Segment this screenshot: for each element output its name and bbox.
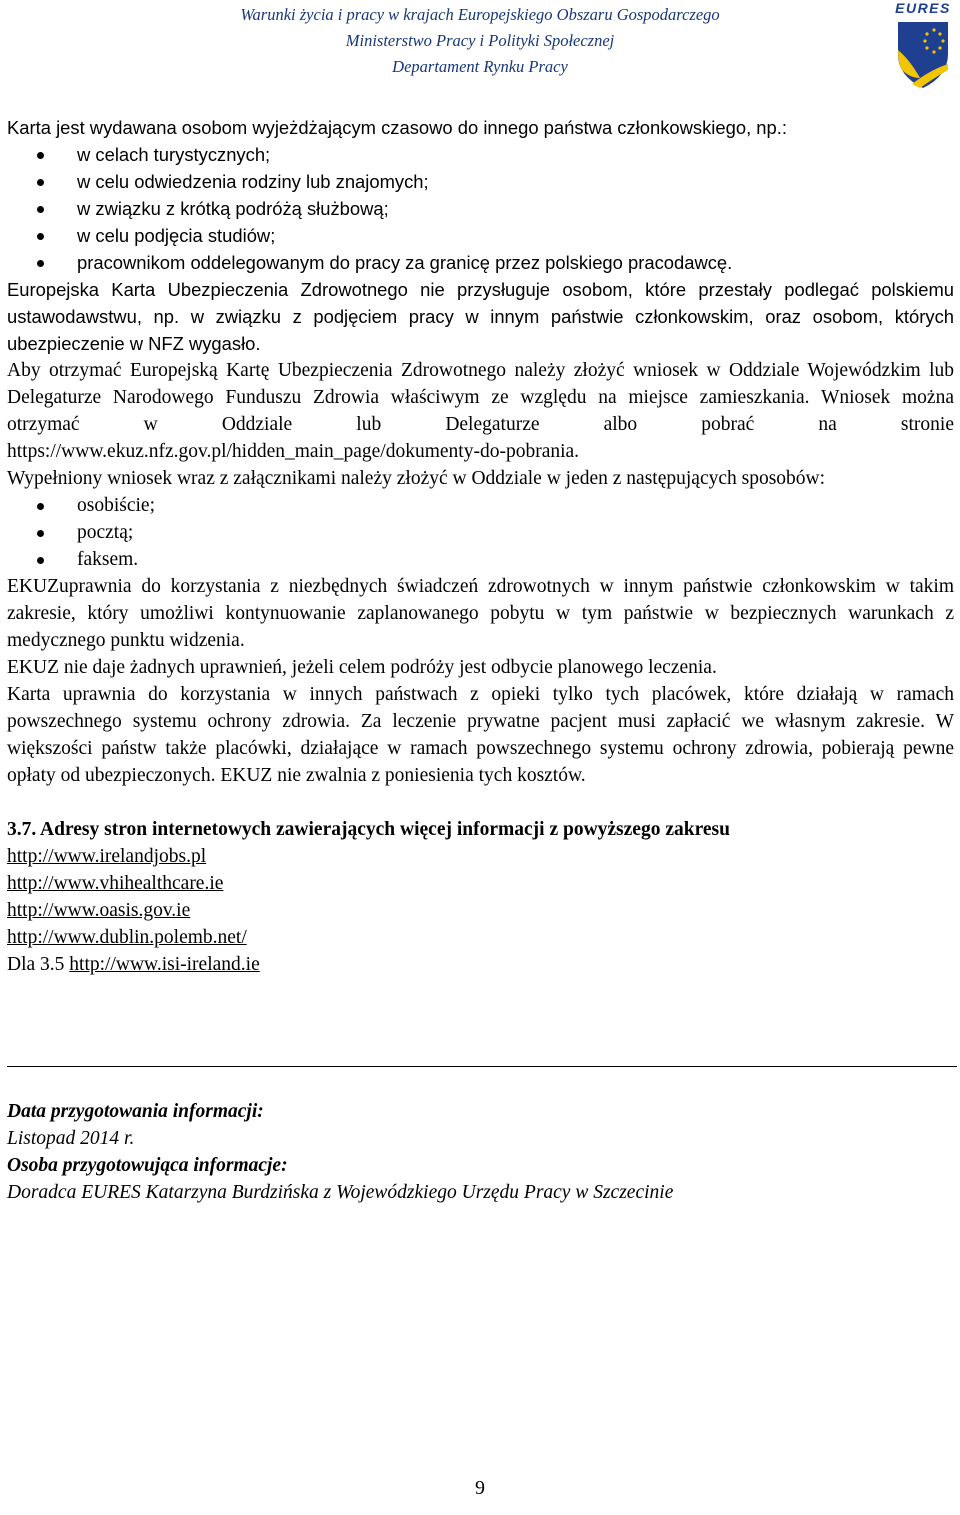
section-heading: 3.7. Adresy stron internetowych zawierających więcej informacji z powyższego zakresu <box>7 819 730 840</box>
svg-text:EURES: EURES <box>895 0 951 16</box>
link-prefix: Dla 3.5 <box>7 954 70 975</box>
header-line-1: Warunki życia i pracy w krajach Europejskiego Obszaru Gospodarczego <box>240 5 720 24</box>
paragraph-no-rights: EKUZ nie daje żadnych uprawnień, jeżeli celem podróży jest odbycie planowego leczenia. <box>7 657 717 678</box>
document-body <box>7 114 954 978</box>
header-line-3: Departament Rynku Pracy <box>392 57 568 76</box>
list-item: pocztą; <box>7 519 954 546</box>
list-item: w celach turystycznych; <box>7 141 954 168</box>
list-item: faksem. <box>7 546 954 573</box>
paragraph-apply: Aby otrzymać Europejską Kartę Ubezpieczenia Zdrowotnego należy złożyć wniosek w Oddziale Wojewódzkim lub Delegaturze Narodowego Funduszu Zdrowia właściwym ze względu na miejsce zamieszkania. Wniosek można otrzymać w Oddziale lub Delegaturze albo pobrać na stronie https://www.ekuz.nfz.gov.pl/hidden_main_page/dokumenty-do-pobrania. <box>7 360 954 462</box>
submit-methods-list <box>7 492 954 573</box>
divider <box>7 1066 957 1067</box>
intro-text: Karta jest wydawana osobom wyjeżdżającym czasowo do innego państwa członkowskiego, np.: <box>7 117 787 138</box>
link-isi-ireland[interactable]: http://www.isi-ireland.ie <box>69 954 260 975</box>
header-line-2: Ministerstwo Pracy i Polityki Społecznej <box>345 31 615 50</box>
paragraph-entitles: EKUZuprawnia do korzystania z niezbędnych świadczeń zdrowotnych w innym państwie członkowskim w takim zakresie, który umożliwi kontynuowanie zaplanowanego pobytu w tym państwie w bezpiecznych warunkach z medycznego punktu widzenia. <box>7 576 954 651</box>
link-irelandjobs[interactable]: http://www.irelandjobs.pl <box>7 846 207 867</box>
footer-info <box>7 1098 954 1206</box>
list-item: pracownikom oddelegowanym do pracy za granicę przez polskiego pracodawcę. <box>7 249 954 276</box>
list-item: w związku z krótką podróżą służbową; <box>7 195 954 222</box>
author-value: Doradca EURES Katarzyna Burdzińska z Wojewódzkiego Urzędu Pracy w Szczecinie <box>7 1182 674 1203</box>
list-item: w celu podjęcia studiów; <box>7 222 954 249</box>
list-item: w celu odwiedzenia rodziny lub znajomych; <box>7 168 954 195</box>
link-oasis[interactable]: http://www.oasis.gov.ie <box>7 900 191 921</box>
submit-text: Wypełniony wniosek wraz z załącznikami należy złożyć w Oddziale w jeden z następujących sposobów: <box>7 468 826 489</box>
links-list <box>7 843 954 978</box>
author-label: Osoba przygotowująca informacje: <box>7 1155 288 1176</box>
purpose-list <box>7 141 954 276</box>
eures-logo <box>890 0 956 90</box>
link-vhihealthcare[interactable]: http://www.vhihealthcare.ie <box>7 873 224 894</box>
paragraph-public-care: Karta uprawnia do korzystania w innych państwach z opieki tylko tych placówek, które działają w ramach powszechnego systemu ochrony zdrowia. Za leczenie prywatne pacjent musi zapłacić we własnym zakresie. W większości państw także placówki, działające w ramach powszechnego systemu ochrony zdrowia, pobierają pewne opłaty od ubezpieczonych. EKUZ nie zwalnia z poniesienia tych kosztów. <box>7 684 954 786</box>
list-item: osobiście; <box>7 492 954 519</box>
page-header <box>150 2 810 80</box>
paragraph-not-entitled: Europejska Karta Ubezpieczenia Zdrowotnego nie przysługuje osobom, które przestały podlegać polskiemu ustawodawstwu, np. w związku z podjęciem pracy w innym państwie członkowskim, oraz osobom, których ubezpieczenie w NFZ wygasło. <box>7 279 954 354</box>
date-label: Data przygotowania informacji: <box>7 1101 264 1122</box>
date-value: Listopad 2014 r. <box>7 1128 135 1149</box>
link-dublin-polemb[interactable]: http://www.dublin.polemb.net/ <box>7 927 247 948</box>
page-number: 9 <box>475 1477 485 1499</box>
